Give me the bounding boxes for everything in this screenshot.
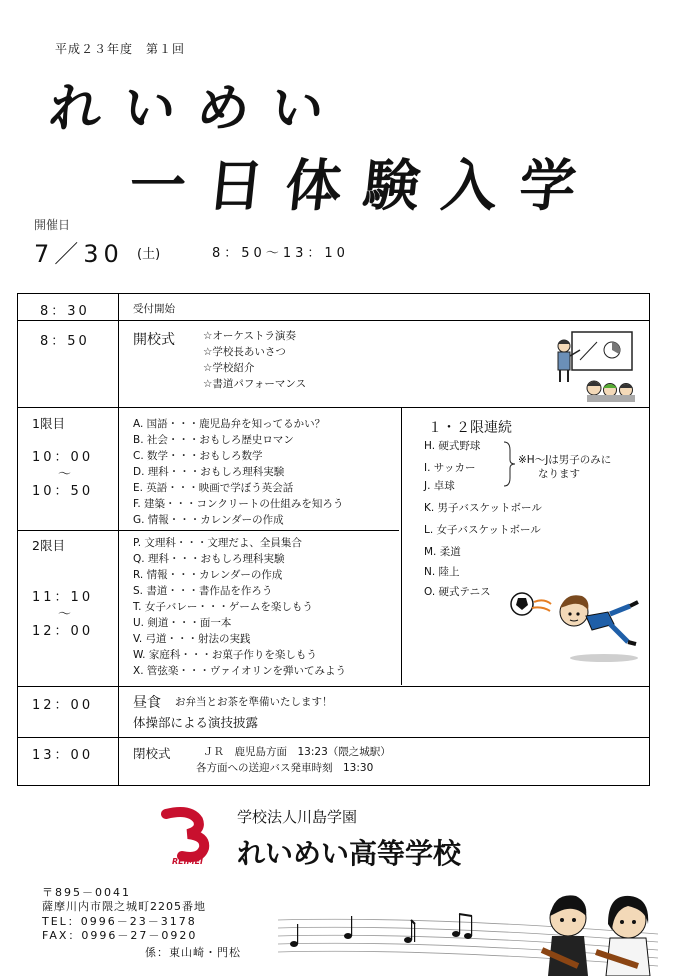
title-line1: れいめい: [46, 78, 349, 139]
gymnastics-performance: 体操部による演技披露: [133, 715, 259, 730]
period1-end: 10：50: [32, 484, 94, 499]
course-item: F. 建築・・・コンクリートの仕組みを知ろう: [133, 498, 344, 510]
combined-note-line2: なります: [538, 468, 580, 480]
period1-label: 1限目: [32, 416, 65, 431]
year-label: 平成２３年度 第１回: [55, 42, 186, 56]
combined-title: １・２限連続: [428, 420, 512, 436]
course-item: T. 女子バレー・・・ゲームを楽しもう: [133, 601, 313, 613]
column-divider: [118, 294, 119, 785]
lunch-time: 12：00: [32, 698, 94, 713]
course-item: U. 剣道・・・面一本: [133, 617, 232, 629]
period2-end: 12：00: [32, 624, 94, 639]
closing-bus-info: 各方面への送迎バス発車時刻 13:30: [196, 762, 374, 774]
course-item: C. 数学・・・おもしろ数学: [133, 450, 263, 462]
course-item: E. 英語・・・映画で学ぼう英会話: [133, 482, 294, 494]
course-item: Q. 理科・・・おもしろ理科実験: [133, 553, 285, 565]
row-divider: [18, 530, 399, 531]
course-item: S. 書道・・・書作品を作ろう: [133, 585, 273, 597]
school-logo: [160, 806, 230, 866]
school-corporation: 学校法人川島学園: [237, 808, 358, 826]
opening-label: 開校式: [133, 332, 175, 348]
row-divider: [18, 686, 649, 687]
period2-label: 2限目: [32, 538, 65, 553]
soccer-player-illustration: [506, 584, 641, 664]
date-label: 開催日: [34, 218, 71, 232]
period1-start: 10：00: [32, 450, 94, 465]
reception-label: 受付開始: [133, 303, 175, 315]
course-item: V. 弓道・・・射法の実践: [133, 633, 251, 645]
course-item: D. 理科・・・おもしろ理科実験: [133, 466, 285, 478]
music-staff-illustration: [278, 880, 670, 976]
combined-item: M. 柔道: [424, 546, 461, 558]
school-name: れいめい高等学校: [237, 837, 462, 870]
course-item: A. 国語・・・鹿児島弁を知ってるかい？: [133, 418, 326, 430]
combined-note-line1: ※H〜Jは男子のみに: [518, 454, 612, 466]
course-item: P. 文理科・・・文理だよ、全員集合: [133, 537, 302, 549]
combined-item: N. 陸上: [424, 566, 460, 578]
event-date: 7／30: [34, 240, 124, 268]
course-item: B. 社会・・・おもしろ歴史ロマン: [133, 434, 294, 446]
school-address: 薩摩川内市隈之城町2205番地: [42, 900, 206, 913]
column-divider: [401, 407, 402, 685]
lunch-note: お弁当とお茶を準備いたします！: [175, 696, 333, 708]
row-divider: [18, 407, 649, 408]
lunch-label: 昼食: [133, 695, 161, 711]
course-item: G. 情報・・・カレンダーの作成: [133, 514, 284, 526]
school-tel: TEL：0996－23－3178: [42, 915, 197, 928]
school-contact: 係：東山崎・門松: [145, 946, 241, 959]
period2-tilde: 〜: [58, 607, 75, 622]
schedule-table: [17, 293, 650, 786]
reception-time: 8：30: [40, 304, 90, 319]
closing-train-info: ＪＲ 鹿児島方面 13:23（隈之城駅）: [203, 746, 391, 758]
combined-item: K. 男子バスケットボール: [424, 502, 542, 514]
opening-time: 8：50: [40, 334, 90, 349]
teacher-lecture-illustration: [542, 330, 637, 402]
opening-item: ☆オーケストラ演奏: [203, 330, 296, 342]
closing-label: 閉校式: [133, 746, 171, 761]
brace-icon: [502, 440, 516, 488]
row-divider: [18, 737, 649, 738]
combined-item: O. 硬式テニス: [424, 586, 491, 598]
school-fax: FAX：0996－27－0920: [42, 929, 198, 942]
title-line2: 一日体験入学: [126, 153, 602, 219]
day-of-week: (土): [137, 247, 161, 262]
postal-code: 〒895－0041: [42, 886, 131, 899]
closing-time: 13：00: [32, 748, 94, 763]
course-item: R. 情報・・・カレンダーの作成: [133, 569, 283, 581]
course-item: W. 家庭科・・・お菓子作りを楽しもう: [133, 649, 317, 661]
combined-item: H. 硬式野球: [424, 440, 481, 452]
school-logo-text: REIMEI: [172, 857, 204, 866]
row-divider: [18, 320, 649, 321]
combined-item: J. 卓球: [424, 480, 455, 492]
combined-item: I. サッカー: [424, 462, 476, 474]
opening-item: ☆学校紹介: [203, 362, 255, 374]
course-item: X. 管弦楽・・・ヴァイオリンを弾いてみよう: [133, 665, 346, 677]
opening-item: ☆学校長あいさつ: [203, 346, 286, 358]
period2-start: 11：10: [32, 590, 94, 605]
period1-tilde: 〜: [58, 467, 75, 482]
combined-item: L. 女子バスケットボール: [424, 524, 541, 536]
event-time-range: 8：50〜13：10: [212, 246, 349, 261]
opening-item: ☆書道パフォーマンス: [203, 378, 307, 390]
